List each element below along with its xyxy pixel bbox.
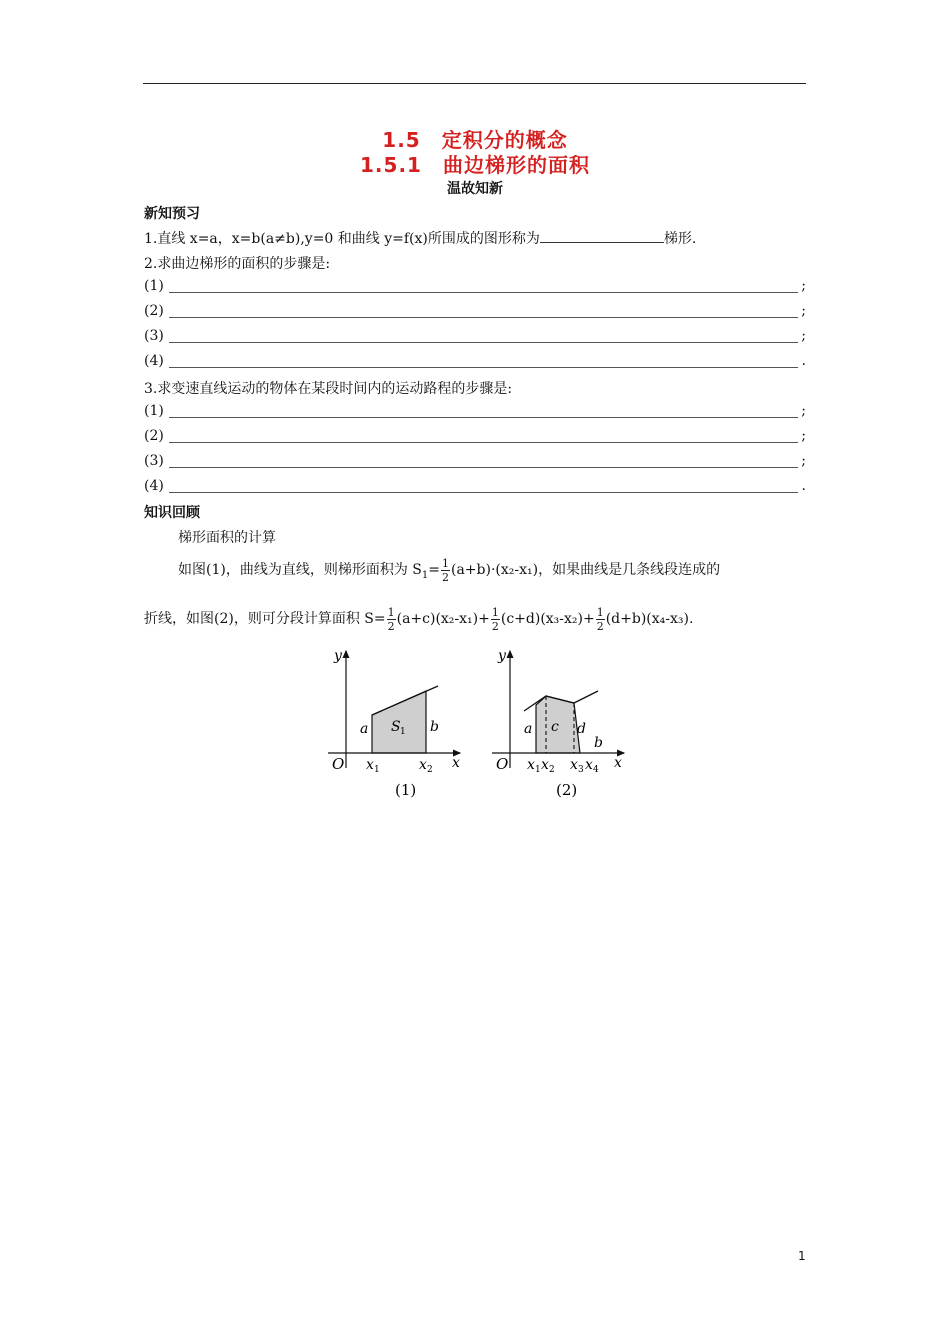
origin-label: O [332,755,345,773]
p1-equals: = [428,562,440,578]
answer-line[interactable] [169,342,798,343]
p1-text-b: (a+b)·(x₂-x₁)，如果曲线是几条线段连成的 [450,562,721,578]
label-x1-sub: 1 [535,765,541,775]
step-end: ; [801,453,806,469]
y-label: y [334,648,342,664]
step-number: (3) [144,453,164,469]
step-end: ; [801,403,806,419]
title-line-2: 1.5.1 曲边梯形的面积 [360,153,590,177]
answer-line[interactable] [169,417,798,418]
answer-line[interactable] [169,367,798,368]
answer-line[interactable] [169,292,798,293]
question-1-suffix: 梯形. [663,231,697,247]
figure-2 [484,643,634,803]
label-s-sub: 1 [400,727,406,737]
step-number: (2) [144,303,164,319]
section-heading-review: 知识回顾 [144,505,200,521]
step-end: ; [801,328,806,344]
label-x1-sub: 1 [374,765,380,775]
x-label: x [452,755,460,771]
step-end: ; [801,428,806,444]
q3-step-4[interactable] [144,478,806,496]
label-a: a [524,721,533,737]
fraction-half [491,606,500,633]
question-1-blank[interactable] [540,228,664,243]
answer-line[interactable] [169,467,798,468]
step-end: . [801,353,806,369]
label-x4: x [585,757,593,773]
question-2: 2.求曲边梯形的面积的步骤是: [144,256,331,272]
label-a: a [360,721,369,737]
fraction-denominator: 2 [441,570,449,584]
label-x2-sub: 2 [427,765,433,775]
figure-2-caption: (2) [556,781,578,799]
fraction-numerator: 1 [596,605,604,619]
label-d: d [577,721,586,737]
q3-step-1[interactable] [144,403,806,421]
question-3: 3.求变速直线运动的物体在某段时间内的运动路程的步骤是: [144,381,513,397]
label-x3: x [570,757,578,773]
step-end: ; [801,278,806,294]
label-x4-sub: 4 [593,765,599,775]
step-end: . [801,478,806,494]
p2-text-b: (a+c)(x₂-x₁)+ [396,611,490,627]
section-heading-preview: 新知预习 [144,206,200,222]
label-c: c [551,719,559,735]
step-number: (3) [144,328,164,344]
answer-line[interactable] [169,492,798,493]
answer-line[interactable] [169,317,798,318]
label-b: b [430,719,439,735]
step-number: (2) [144,428,164,444]
q2-step-3[interactable] [144,328,806,346]
fraction-numerator: 1 [491,605,499,619]
label-x1: x [366,757,374,773]
fraction-denominator: 2 [596,619,604,633]
answer-line[interactable] [169,442,798,443]
label-x2: x [419,757,427,773]
q2-step-4[interactable] [144,353,806,371]
label-x3-sub: 3 [578,765,584,775]
q3-step-3[interactable] [144,453,806,471]
subheading: 温故知新 [447,181,503,197]
fraction-half [441,557,450,584]
fraction-denominator: 2 [491,619,499,633]
question-1 [144,228,696,248]
p2-text-a: 折线，如图(2)，则可分段计算面积 S= [144,611,386,627]
fraction-numerator: 1 [387,605,395,619]
q2-step-2[interactable] [144,303,806,321]
figure-1 [320,643,470,803]
label-x2: x [541,757,549,773]
p1-subscript: 1 [421,569,429,581]
label-b: b [594,735,603,751]
step-number: (1) [144,278,164,294]
question-1-text: 1.直线 x=a，x=b(a≠b),y=0 和曲线 y=f(x)所围成的图形称为 [144,231,540,247]
label-x2-sub: 2 [549,765,555,775]
fraction-numerator: 1 [441,556,449,570]
fraction-denominator: 2 [387,619,395,633]
review-subheading: 梯形面积的计算 [178,530,276,546]
p1-text-a: 如图(1)，曲线为直线，则梯形面积为 S [178,562,422,578]
p2-text-d: (d+b)(x₄-x₃). [605,611,694,627]
review-paragraph-2 [144,602,693,636]
review-paragraph-1 [178,553,720,593]
step-number: (4) [144,478,164,494]
step-end: ; [801,303,806,319]
header-rule [143,83,806,84]
y-label: y [498,648,506,664]
x-label: x [614,755,622,771]
q2-step-1[interactable] [144,278,806,296]
origin-label: O [496,755,509,773]
fraction-half [596,606,605,633]
title-line-1: 1.5 定积分的概念 [382,128,568,152]
q3-step-2[interactable] [144,428,806,446]
page-number: 1 [798,1249,806,1263]
figure-1-caption: (1) [395,781,417,799]
step-number: (1) [144,403,164,419]
fraction-half [387,606,396,633]
label-s: S [391,719,401,735]
label-x1: x [527,757,535,773]
p2-text-c: (c+d)(x₃-x₂)+ [500,611,595,627]
step-number: (4) [144,353,164,369]
